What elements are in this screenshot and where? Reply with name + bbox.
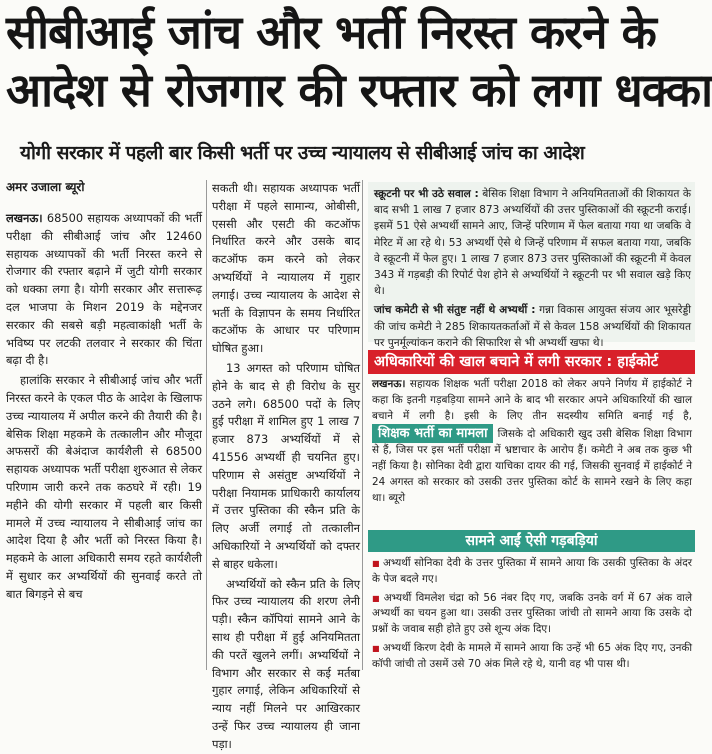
list-item: ■ अभ्यर्थी सोनिका देवी के उत्तर पुस्तिका में सामने आया कि उसकी पुस्तिका के अंदर के पेज बदले गए। — [372, 557, 692, 585]
byline: अमर उजाला ब्यूरो — [6, 180, 85, 194]
committee-heading: जांच कमेटी से भी संतुष्ट नहीं थे अभ्यर्थी : — [374, 304, 536, 317]
bullet-icon: ■ — [372, 559, 380, 568]
article-paragraph: अभ्यर्थियों को स्कैन प्रति के लिए फिर उच्च न्यायालय की शरण लेनी पड़ी। स्कैन कॉपियां सामने आने के साथ ही परीक्षा में हुई अनियमितता की परतें खुलने लगीं। अभ्यर्थियों ने विभाग और सरकार से कई मर्तबा गुहार लगाई, लेकिन अधिकारियों से न्याय नहीं मिलने पर आखिरकार उन्हें फिर उच्च न्यायालय ही जाना पड़ा। — [212, 576, 360, 751]
subheadline: योगी सरकार में पहली बार किसी भर्ती पर उच्च न्यायालय से सीबीआई जांच का आदेश — [20, 142, 585, 164]
high-court-text: लखनऊ। सहायक शिक्षक भर्ती परीक्षा 2018 को लेकर अपने निर्णय में हाईकोर्ट ने कहा कि इतनी गड़बड़िया सामने आने के बाद भी सरकार अपने अधिकारियों की खाल बचाने में लगी है। इसी के लिए तीन सदस्यीय समिति बनाई गई है, शिक्षक भर्ती का मामला जिसके दो अधिकारी खुद उसी बेसिक शिक्षा विभाग से हैं, जिस पर इस भर्ती परीक्षा में भ्रष्टाचार के आरोप हैं। कमेटी ने अब तक कुछ भी नहीं किया है। सोनिका देवी द्वारा याचिका दायर की गई, जिसकी सुनवाई में हाईकोर्ट ने 24 अगस्त को सरकार को उसकी उत्तर पुस्तिका कोर्ट के सामने रखने के लिए कहा था। ब्यूरो — [372, 378, 692, 504]
teacher-recruitment-label: शिक्षक भर्ती का मामला — [372, 424, 493, 443]
scrutiny-heading: स्क्रूटनी पर भी उठे सवाल : — [374, 188, 479, 200]
article-column-1 — [6, 178, 202, 675]
bullet-icon: ■ — [372, 593, 381, 603]
bullet-icon: ■ — [372, 643, 380, 653]
article-paragraph: सकती थी। सहायक अध्यापक भर्ती परीक्षा में पहले सामान्य, ओबीसी, एससी और एसटी की कटऑफ निर्धारित करने और उसके बाद कटऑफ कम करने को लेकर अभ्यर्थियों ने न्यायालय में गुहार लगाई। उच्च न्यायालय के आदेश से भर्ती के विज्ञापन के समय निर्धारित कटऑफ के आधार पर परिणाम घोषित हुआ। — [212, 181, 360, 356]
list-item: ■ अभ्यर्थी किरण देवी के मामले में सामने आया कि उन्हें भी 65 अंक दिए गए, उनकी कॉपी जांची तो उसमें उसे 70 अंक मिले रहे थे, यानी वह भी पास थी। — [372, 641, 693, 670]
committee-paragraph: जांच कमेटी से भी संतुष्ट नहीं थे अभ्यर्थी : गन्ना विकास आयुक्त संजय आर भूसरेड्डी की जांच कमेटी ने 285 शिकायतकर्ताओं में से केवल 158 अभ्यर्थियों की शिकायत पर पुनर्मूल्यांकन कराने की सिफारिश से भी अभ्यर्थी खफा थे। — [374, 304, 691, 349]
high-court-title-bar: अधिकारियों की खाल बचाने में लगी सरकार : हाईकोर्ट — [368, 350, 695, 374]
article-paragraph: लखनऊ। 68500 सहायक अध्यापकों की भर्ती परीक्षा की सीबीआई जांच और 12460 सहायक अध्यापकों की भर्ती निरस्त करने से रोजगार की रफ्तार बढ़ाने में जुटी योगी सरकार को धक्का लगा है। योगी सरकार और सत्तारूढ़ दल भाजपा के मिशन 2019 के मद्देनजर सरकार की सबसे बड़ी महत्वाकांक्षी भर्ती के भविष्य पर लटकी तलवार ने सरकार की चिंता बढ़ा दी है। — [6, 211, 202, 368]
high-court-dateline: लखनऊ। — [372, 378, 406, 390]
column-divider — [362, 180, 363, 670]
irregularities-list — [368, 556, 695, 675]
article-column-2 — [212, 180, 360, 751]
scrutiny-box — [368, 182, 695, 349]
dateline: लखनऊ। — [6, 211, 43, 225]
list-item: ■ अभ्यर्थी विमलेश चंद्रा को 56 नंबर दिए गए, जबकि उनके वर्ग में 67 अंक वाले अभ्यर्थी का चयन हुआ था। उसकी उत्तर पुस्तिका जांची तो सामने आया कि उसके दो प्रश्नों के जवाब सही होते हुए उसे शून्य अंक दिए। — [372, 591, 692, 636]
headline-line-2: आदेश से रोजगार की रफ्तार को लगा धक्का — [6, 63, 712, 117]
column-divider — [206, 180, 207, 670]
headline-line-1: सीबीआई जांच और भर्ती निरस्त करने के — [6, 5, 656, 59]
article-paragraph: 13 अगस्त को परिणाम घोषित होने के बाद से ही विरोध के सुर उठने लगे। 68500 पदों के लिए हुई परीक्षा में शामिल हुए 1 लाख 7 हजार 873 अभ्यर्थियों में से 41556 अभ्यर्थी ही चयनित हुए। परिणाम से असंतुष्ट अभ्यर्थियों ने परीक्षा नियामक प्राधिकारी कार्यालय में उत्तर पुस्तिका की स्कैन प्रति के लिए अर्जी लगाई तो तत्कालीन अधिकारियों ने अभ्यर्थियों को दफ्तर से बाहर धकेला। — [212, 360, 360, 571]
irregularities-title-bar: सामने आईं ऐसी गड़बड़ियां — [368, 530, 695, 552]
scrutiny-paragraph: स्क्रूटनी पर भी उठे सवाल : बेसिक शिक्षा विभाग ने अनियमितताओं की शिकायत के बाद सभी 1 लाख 7 हजार 873 अभ्यर्थियों की उत्तर पुस्तिकाओं की स्क्रूटनी कराई। इसमें 51 ऐसे अभ्यर्थी सामने आए, जिन्हें परिणाम में फेल बताया गया था जबकि वे मेरिट में आ रहे थे। 53 अभ्यर्थी ऐसे थे जिन्हें परिणाम में सफल बताया गया, जबकि वे स्क्रूटनी में फेल हुए। 1 लाख 7 हजार 873 उत्तर पुस्तिकाओं की स्क्रूटनी में केवल 343 में गड़बड़ी की रिपोर्ट पेश होने से अभ्यर्थियों ने स्क्रूटनी पर भी सवाल खड़े किए थे। — [374, 188, 691, 298]
article-paragraph: हालांकि सरकार ने सीबीआई जांच और भर्ती निरस्त करने के एकल पीठ के आदेश के खिलाफ उच्च न्यायालय में अपील करने की तैयारी की है। बेसिक शिक्षा महकमे के तत्कालीन और मौजूदा अफसरों की बेअंदाज कार्यशैली से 68500 सहायक अध्यापक भर्ती परीक्षा शुरुआत से लेकर परिणाम जारी करने तक कठघरे में रही। 19 महीने की योगी सरकार में पहली बार किसी मामले में उच्च न्यायालय ने सीबीआई जांच का आदेश दिया है और भर्ती को निरस्त किया है। महकमे के आला अधिकारी समय रहते कार्यशैली में सुधार कर अभ्यर्थियों की सुनवाई करते तो बात बिगड़ने से बच — [6, 373, 202, 601]
